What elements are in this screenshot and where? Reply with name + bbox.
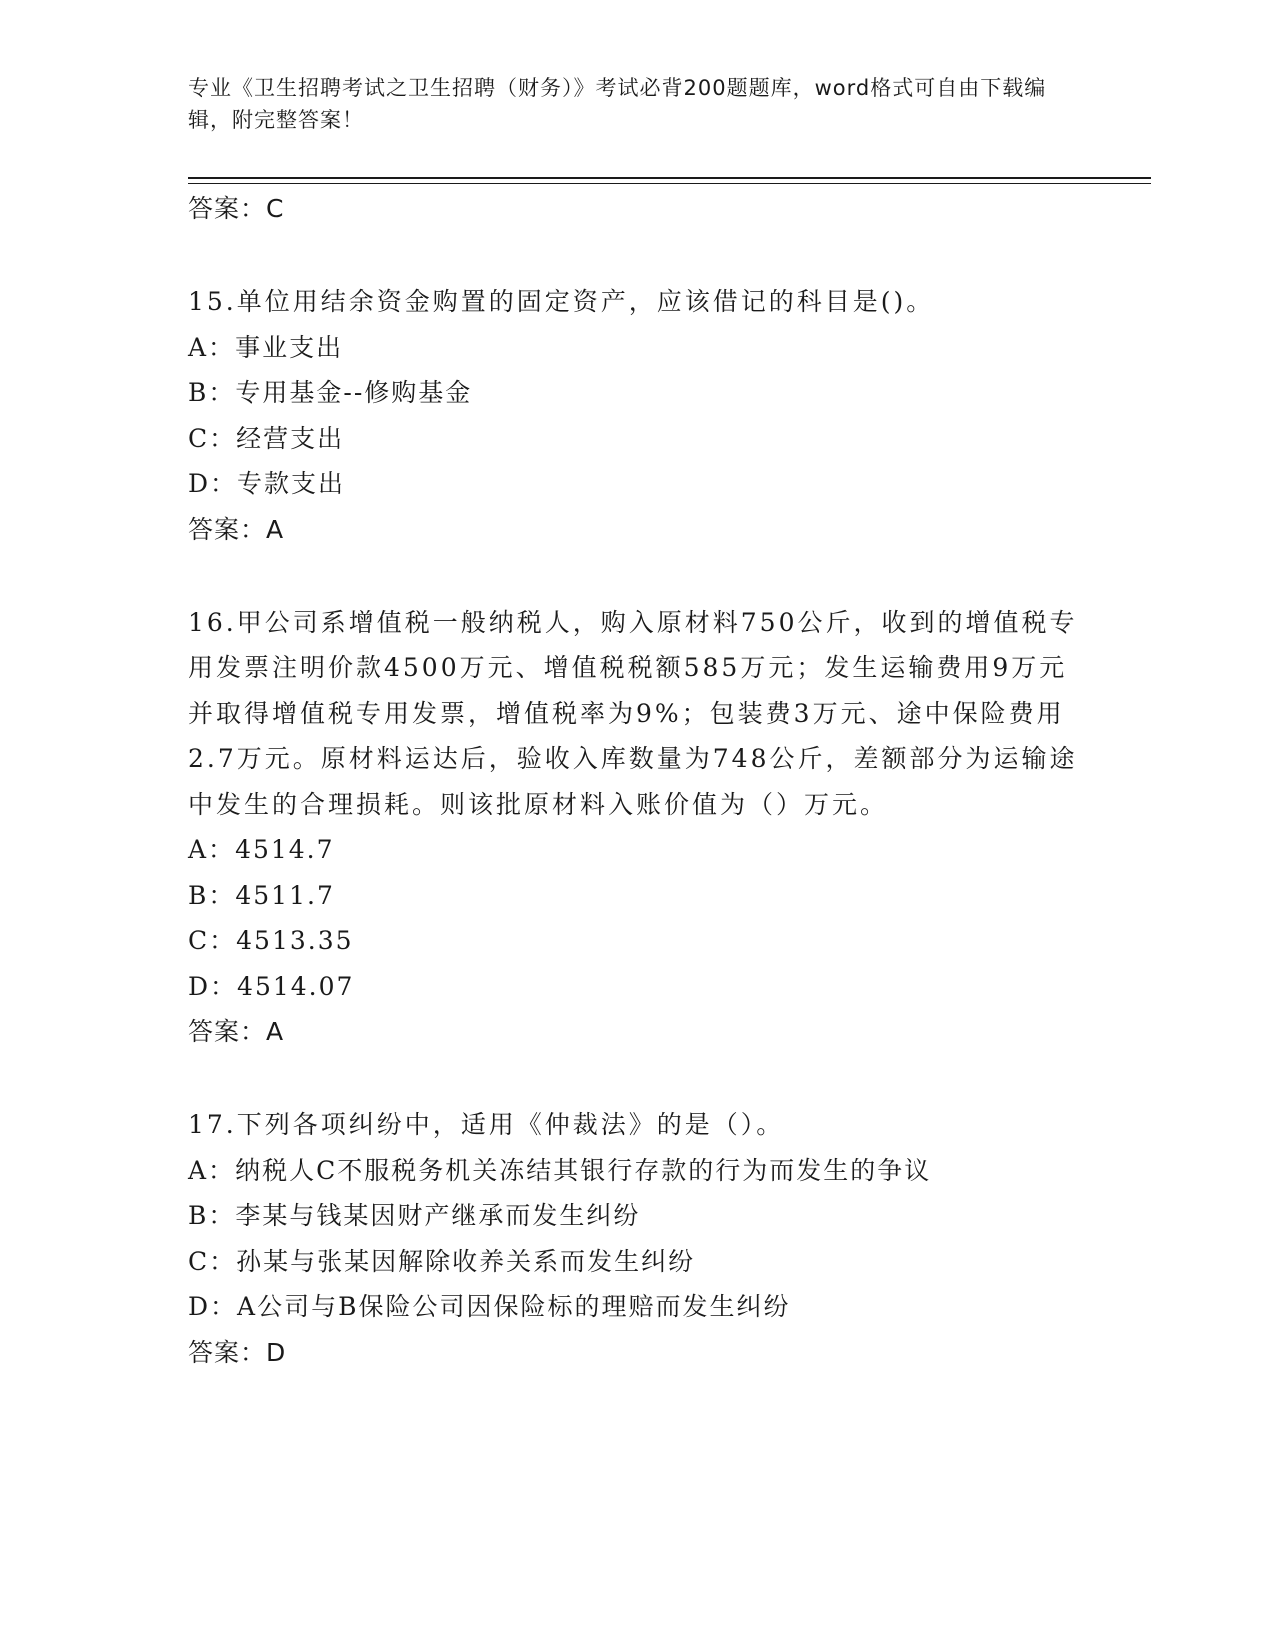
option-text: 4514.7 — [235, 835, 335, 864]
option-b — [188, 370, 1088, 416]
option-a — [188, 325, 1088, 371]
option-label: C： — [188, 926, 237, 955]
option-label: A： — [188, 1155, 236, 1185]
question-text: 15.单位用结余资金购置的固定资产，应该借记的科目是()。 — [188, 287, 935, 316]
option-text: 事业支出 — [235, 332, 344, 362]
option-label: D： — [188, 971, 238, 1001]
option-text: 纳税人C不服税务机关冻结其银行存款的行为而发生的争议 — [235, 1155, 932, 1185]
answer-value: A — [266, 1017, 285, 1046]
option-text: 专用基金--修购基金 — [235, 378, 473, 407]
option-label: A： — [188, 835, 236, 864]
answer-prefix: 答案： — [188, 1017, 267, 1046]
option-b — [188, 1193, 1088, 1239]
option-text: A公司与B保险公司因保险标的理赔而发生纠纷 — [237, 1292, 791, 1321]
option-label: B： — [188, 880, 236, 910]
option-b — [188, 873, 1088, 919]
option-c — [188, 416, 1088, 462]
option-text: 李某与钱某因财产继承而发生纠纷 — [235, 1201, 641, 1230]
option-c — [188, 1239, 1088, 1285]
option-label: C： — [188, 423, 237, 453]
option-label: B： — [188, 378, 236, 407]
answer-prefix: 答案： — [188, 514, 267, 544]
answer-value: C — [266, 194, 285, 223]
option-text: 经营支出 — [236, 423, 345, 453]
option-a — [188, 1148, 1088, 1194]
question-item — [188, 279, 1088, 553]
option-d — [188, 1284, 1088, 1330]
header-divider-thin — [188, 183, 1151, 184]
option-label: D： — [188, 469, 238, 498]
option-text: 4514.07 — [237, 971, 355, 1001]
answer-prefix: 答案： — [188, 1337, 267, 1367]
option-label: C： — [188, 1246, 237, 1276]
option-c — [188, 918, 1088, 964]
answer-value: D — [266, 1337, 287, 1367]
option-text: 4513.35 — [236, 926, 354, 955]
question-item — [188, 600, 1088, 1056]
answer-line — [188, 186, 1088, 232]
answer-line — [188, 507, 1088, 553]
option-text: 4511.7 — [235, 880, 335, 910]
answer-prefix: 答案： — [188, 194, 267, 223]
answer-line — [188, 1330, 1088, 1376]
answer-line — [188, 1009, 1088, 1055]
option-label: D： — [188, 1292, 238, 1321]
option-d — [188, 964, 1088, 1010]
question-list — [188, 186, 1088, 1376]
question-text: 16.甲公司系增值税一般纳税人，购入原材料750公斤，收到的增值税专用发票注明价款4500万元、增值税税额585万元；发生运输费用9万元并取得增值税专用发票，增值税率为9%；包装费3万元、途中保险费用2.7万元。原材料运达后，验收入库数量为748公斤，差额部分为运输途中发生的合理损耗。则该批原材料入账价值为（）万元。 — [188, 607, 1078, 819]
option-d — [188, 461, 1088, 507]
option-label: B： — [188, 1201, 236, 1230]
document-header: 专业《卫生招聘考试之卫生招聘（财务）》考试必背200题题库，word格式可自由下载编辑，附完整答案！ — [188, 76, 1047, 132]
option-label: A： — [188, 332, 236, 362]
header-divider-thick — [188, 177, 1151, 179]
answer-value: A — [266, 514, 285, 544]
option-a — [188, 827, 1088, 873]
option-text: 专款支出 — [237, 469, 346, 498]
option-text: 孙某与张某因解除收养关系而发生纠纷 — [236, 1246, 696, 1276]
question-item — [188, 1102, 1088, 1376]
question-text: 17.下列各项纠纷中，适用《仲裁法》的是（）。 — [188, 1110, 785, 1139]
